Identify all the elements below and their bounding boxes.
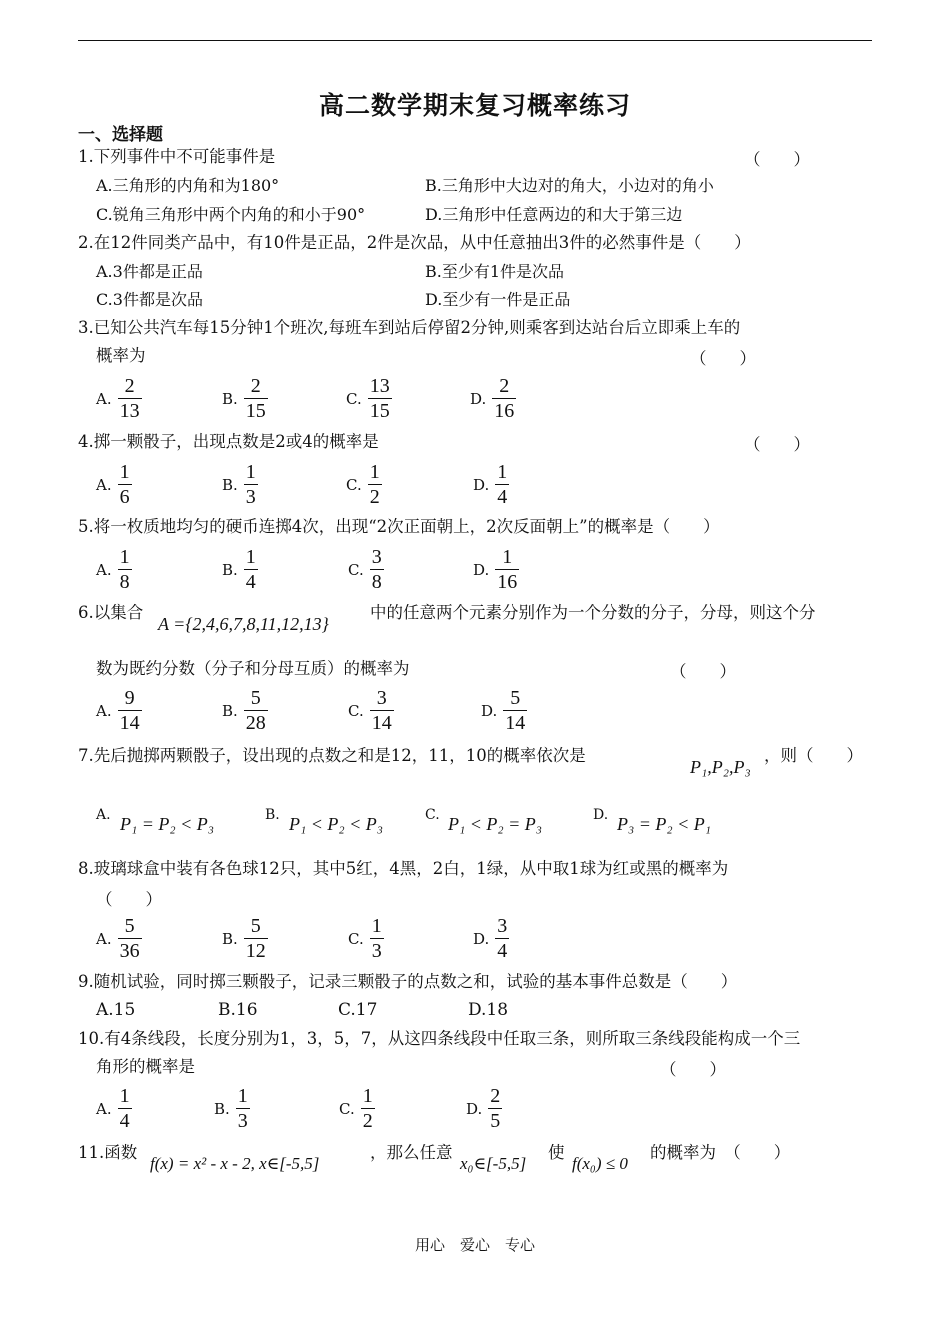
q3-option-b	[222, 374, 268, 423]
option-label: C.	[348, 560, 364, 579]
fraction	[361, 1084, 375, 1133]
q9-option-c: C.17	[338, 1000, 378, 1020]
q7-probabilities: P₁,P₂,P₃	[690, 757, 751, 777]
numerator: 1	[362, 1085, 373, 1107]
q8-answer-paren: （ ）	[96, 890, 162, 909]
q7-option-a-label: A.	[96, 807, 111, 823]
q7-option-d-label: D.	[593, 807, 609, 823]
q7-option-a: P₁ = P₂ < P₃	[120, 814, 215, 834]
denominator: 4	[245, 571, 256, 593]
denominator: 4	[497, 940, 508, 962]
numerator: 9	[124, 687, 135, 709]
q10-stem-line2: 角形的概率是	[96, 1057, 195, 1076]
option-label: A.	[96, 701, 112, 720]
q8-option-b	[222, 914, 268, 963]
q10-option-a	[96, 1084, 132, 1133]
q10-option-c	[339, 1084, 375, 1133]
numerator: 1	[369, 461, 380, 483]
q2-option-d: D.至少有一件是正品	[425, 290, 571, 309]
q1-answer-paren: （ ）	[744, 150, 810, 169]
option-label: A.	[96, 389, 112, 408]
numerator: 3	[371, 546, 382, 568]
denominator: 28	[245, 712, 266, 734]
q2-option-b: B.至少有1件是次品	[425, 262, 565, 281]
numerator: 2	[250, 375, 261, 397]
q9-option-a: A.15	[96, 1000, 136, 1020]
option-label: A.	[96, 1099, 112, 1118]
numerator: 1	[119, 546, 130, 568]
q5-option-c	[348, 545, 384, 594]
denominator: 15	[369, 400, 390, 422]
numerator: 1	[497, 461, 508, 483]
q4-option-b	[222, 460, 258, 509]
numerator: 3	[497, 915, 508, 937]
q2-option-a: A.3件都是正品	[96, 262, 203, 281]
section-heading: 一、选择题	[78, 125, 163, 145]
fraction	[118, 914, 142, 963]
fraction	[370, 545, 384, 594]
option-label: B.	[222, 929, 238, 948]
fraction	[244, 686, 268, 735]
q1-option-a: A.三角形的内角和为180°	[96, 176, 280, 195]
option-label: D.	[473, 929, 490, 948]
q1-option-c: C.锐角三角形中两个内角的和小于90°	[96, 205, 366, 224]
denominator: 4	[497, 486, 508, 508]
denominator: 14	[119, 712, 140, 734]
numerator: 5	[510, 687, 521, 709]
fraction	[488, 1084, 502, 1133]
numerator: 3	[376, 687, 387, 709]
q3-stem-line2: 概率为	[96, 346, 146, 365]
denominator: 13	[119, 400, 140, 422]
q11-stem-pre: 11.函数	[78, 1143, 138, 1162]
denominator: 5	[490, 1110, 501, 1132]
q7-option-d: P₃ = P₂ < P₁	[617, 814, 712, 834]
numerator: 2	[124, 375, 135, 397]
q8-option-a	[96, 914, 142, 963]
denominator: 2	[362, 1110, 373, 1132]
numerator: 1	[119, 1085, 130, 1107]
fraction	[118, 686, 142, 735]
denominator: 8	[371, 571, 382, 593]
q11-stem-mid: ，那么任意	[370, 1143, 453, 1162]
q10-answer-paren: （ ）	[660, 1060, 726, 1079]
fraction	[503, 686, 527, 735]
option-label: C.	[348, 701, 364, 720]
option-label: D.	[473, 475, 490, 494]
fraction	[370, 686, 394, 735]
option-label: A.	[96, 560, 112, 579]
q5-stem: 5.将一枚质地均匀的硬币连掷4次，出现“2次正面朝上，2次反面朝上”的概率是（ ）	[78, 517, 720, 536]
q6-option-d	[481, 686, 527, 735]
fraction	[244, 460, 258, 509]
q4-option-a	[96, 460, 132, 509]
numerator: 1	[502, 546, 513, 568]
denominator: 6	[119, 486, 130, 508]
option-label: D.	[481, 701, 498, 720]
fraction	[118, 1084, 132, 1133]
q7-option-c: P₁ < P₂ = P₃	[448, 814, 543, 834]
option-label: A.	[96, 929, 112, 948]
denominator: 12	[245, 940, 266, 962]
q3-stem-line1: 3.已知公共汽车每15分钟1个班次,每班车到站后停留2分钟,则乘客到达站台后立即乘上车的	[78, 318, 741, 337]
q11-stem-post: 的概率为 （ ）	[650, 1143, 791, 1162]
q2-option-c: C.3件都是次品	[96, 290, 203, 309]
denominator: 4	[119, 1110, 130, 1132]
q4-stem: 4.掷一颗骰子，出现点数是2或4的概率是	[78, 432, 379, 451]
option-label: C.	[346, 475, 362, 494]
q6-stem-line2: 数为既约分数（分子和分母互质）的概率为	[96, 659, 410, 678]
q5-option-d	[473, 545, 519, 594]
q6-answer-paren: （ ）	[670, 662, 736, 681]
q7-option-b-label: B.	[265, 807, 280, 823]
option-label: B.	[222, 389, 238, 408]
q4-option-d	[473, 460, 509, 509]
q9-option-b: B.16	[218, 1000, 258, 1020]
q6-option-c	[348, 686, 394, 735]
fraction	[118, 374, 142, 423]
fraction	[370, 914, 384, 963]
numerator: 1	[119, 461, 130, 483]
q2-stem: 2.在12件同类产品中，有10件是正品，2件是次品，从中任意抽出3件的必然事件是（ ）	[78, 233, 751, 252]
fraction	[495, 914, 509, 963]
numerator: 5	[124, 915, 135, 937]
fraction	[236, 1084, 250, 1133]
denominator: 16	[497, 571, 518, 593]
q3-option-d	[470, 374, 516, 423]
q1-stem: 1.下列事件中不可能事件是	[78, 147, 276, 166]
numerator: 1	[245, 546, 256, 568]
q9-option-d: D.18	[468, 1000, 509, 1020]
numerator: 1	[237, 1085, 248, 1107]
q7-stem-pre: 7.先后抛掷两颗骰子，设出现的点数之和是12，11，10的概率依次是	[78, 746, 586, 765]
q6-set-expression: A ={2,4,6,7,8,11,12,13}	[158, 614, 329, 634]
q5-option-b	[222, 545, 258, 594]
option-label: C.	[339, 1099, 355, 1118]
option-label: B.	[222, 475, 238, 494]
q10-option-b	[214, 1084, 250, 1133]
fraction	[244, 545, 258, 594]
q1-option-d: D.三角形中任意两边的和大于第三边	[425, 205, 683, 224]
q7-option-c-label: C.	[425, 807, 440, 823]
q6-option-b	[222, 686, 268, 735]
denominator: 16	[494, 400, 515, 422]
fraction	[495, 545, 519, 594]
header-rule	[78, 40, 872, 41]
numerator: 2	[499, 375, 510, 397]
fraction	[244, 374, 268, 423]
denominator: 3	[245, 486, 256, 508]
numerator: 1	[371, 915, 382, 937]
denominator: 14	[371, 712, 392, 734]
denominator: 2	[369, 486, 380, 508]
option-label: B.	[222, 701, 238, 720]
fraction	[118, 545, 132, 594]
option-label: D.	[466, 1099, 483, 1118]
fraction	[118, 460, 132, 509]
option-label: A.	[96, 475, 112, 494]
page-footer: 用心 爱心 专心	[414, 1236, 535, 1254]
q8-option-d	[473, 914, 509, 963]
option-label: D.	[473, 560, 490, 579]
q4-option-c	[346, 460, 382, 509]
denominator: 3	[237, 1110, 248, 1132]
q4-answer-paren: （ ）	[744, 435, 810, 454]
q10-option-d	[466, 1084, 502, 1133]
q8-option-c	[348, 914, 384, 963]
q7-option-b: P₁ < P₂ < P₃	[289, 814, 384, 834]
numerator: 13	[369, 375, 390, 397]
q5-option-a	[96, 545, 132, 594]
option-label: C.	[346, 389, 362, 408]
fraction	[492, 374, 516, 423]
q11-condition: f(x₀) ≤ 0	[572, 1154, 628, 1173]
fraction	[368, 374, 392, 423]
q7-stem-post: ，则（ ）	[764, 746, 863, 765]
option-label: B.	[222, 560, 238, 579]
numerator: 5	[250, 915, 261, 937]
denominator: 8	[119, 571, 130, 593]
q9-stem: 9.随机试验，同时掷三颗骰子，记录三颗骰子的点数之和，试验的基本事件总数是（ ）	[78, 972, 738, 991]
fraction	[495, 460, 509, 509]
q1-option-b: B.三角形中大边对的角大，小边对的角小	[425, 176, 714, 195]
q3-option-c	[346, 374, 392, 423]
q10-stem-line1: 10.有4条线段，长度分别为1，3，5，7，从这四条线段中任取三条，则所取三条线段能构成一个三	[78, 1029, 801, 1048]
denominator: 36	[119, 940, 140, 962]
fraction	[368, 460, 382, 509]
q11-stem-use: 使	[548, 1143, 565, 1162]
numerator: 2	[490, 1085, 501, 1107]
q3-answer-paren: （ ）	[690, 349, 756, 368]
numerator: 1	[245, 461, 256, 483]
option-label: B.	[214, 1099, 230, 1118]
q6-stem-pre: 6.以集合	[78, 603, 144, 622]
fraction	[244, 914, 268, 963]
numerator: 5	[250, 687, 261, 709]
q11-x0-domain: x₀∈[-5,5]	[460, 1154, 527, 1173]
denominator: 3	[371, 940, 382, 962]
q8-stem-line1: 8.玻璃球盒中装有各色球12只，其中5红，4黑，2白，1绿，从中取1球为红或黑的概率为	[78, 859, 729, 878]
option-label: C.	[348, 929, 364, 948]
q6-option-a	[96, 686, 142, 735]
denominator: 14	[505, 712, 526, 734]
q3-option-a	[96, 374, 142, 423]
denominator: 15	[245, 400, 266, 422]
page-title: 高二数学期末复习概率练习	[318, 91, 631, 120]
q11-function: f(x) = x² - x - 2, x∈[-5,5]	[150, 1154, 320, 1173]
q6-stem-post: 中的任意两个元素分别作为一个分数的分子，分母，则这个分	[370, 603, 816, 622]
option-label: D.	[470, 389, 487, 408]
